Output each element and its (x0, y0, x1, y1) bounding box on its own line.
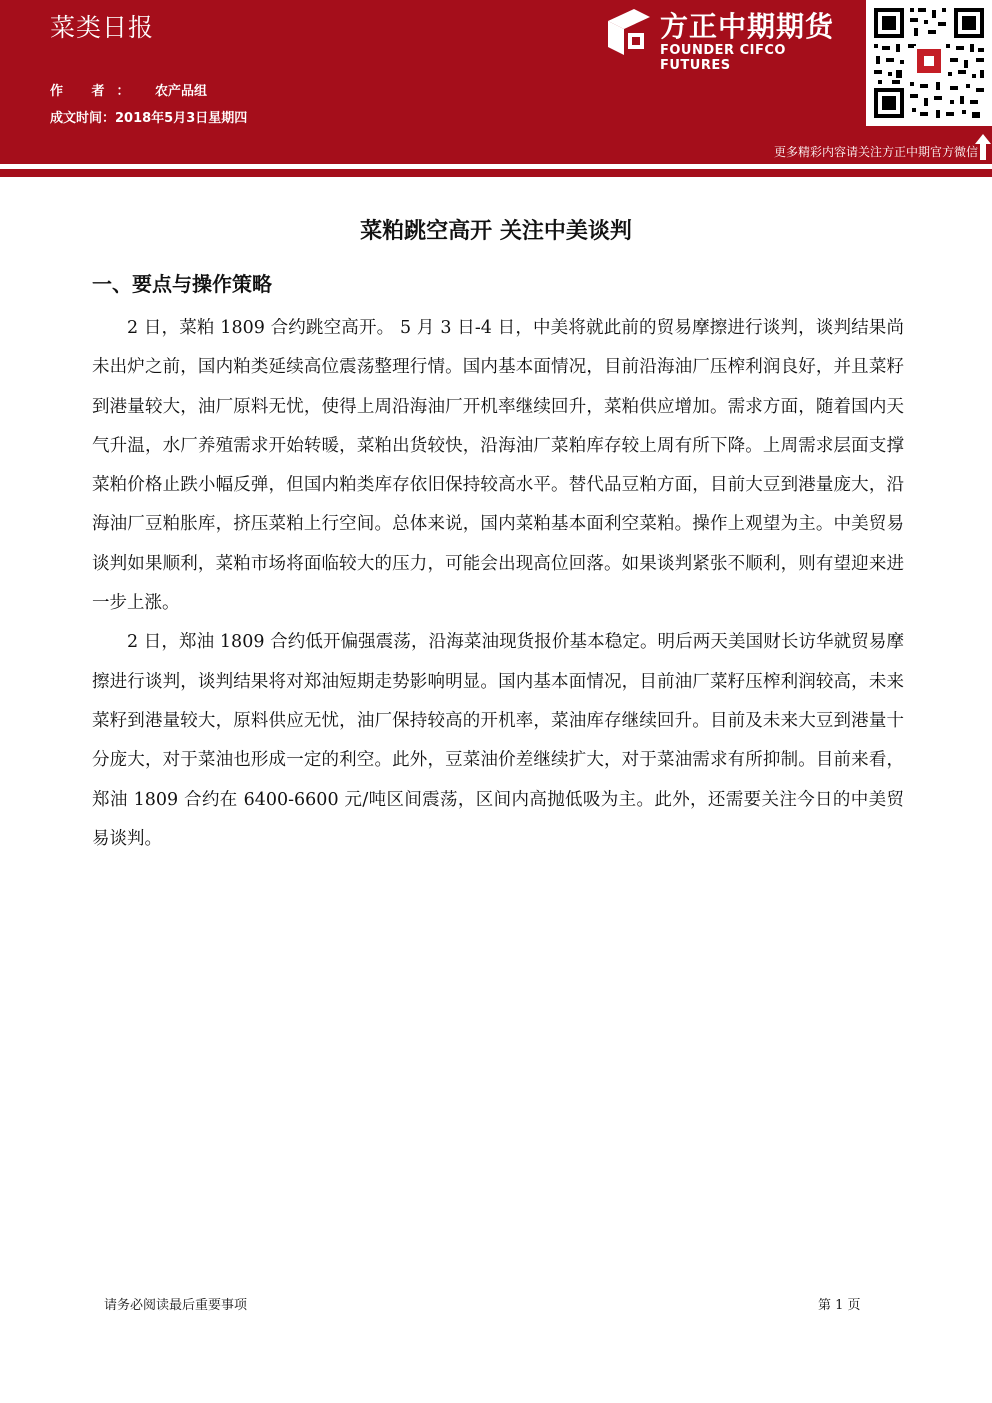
founder-logo-mark-icon (604, 7, 654, 57)
page-number: 第 1 页 (818, 1298, 861, 1313)
header-divider-secondary (0, 169, 992, 177)
header-divider (0, 160, 992, 164)
date-line: 成文时间：2018年5月3日星期四 (50, 111, 248, 126)
up-arrow-icon (975, 134, 991, 160)
footer-notice: 请务必阅读最后重要事项 (104, 1298, 248, 1313)
author-line (50, 80, 207, 99)
logo-name-en: FOUNDER CIFCO FUTURES (660, 43, 786, 73)
report-header-band (0, 0, 992, 160)
qr-code-graphic (866, 0, 992, 126)
paragraph-rapeseed-meal: 2 日，菜粕 1809 合约跳空高开。 5 月 3 日-4 日，中美将就此前的贸易摩擦进行谈判，谈判结果尚未出炉之前，国内粕类延续高位震荡整理行情。国内基本面情况，目前沿海油厂压榨利润良好，并且菜籽到港量较大，油厂原料无忧，使得上周沿海油厂开机率继续回升，菜粕供应增加。需求方面，随着国内天气升温，水厂养殖需求开始转暖，菜粕出货较快，沿海油厂菜粕库存较上周有所下降。上周需求层面支撑菜粕价格止跌小幅反弹，但国内粕类库存依旧保持较高水平。替代品豆粕方面，目前大豆到港量庞大，沿海油厂豆粕胀库，挤压菜粕上行空间。总体来说，国内菜粕基本面利空菜粕。操作上观望为主。中美贸易谈判如果顺利，菜粕市场将面临较大的压力，可能会出现高位回落。如果谈判紧张不顺利，则有望迎来进一步上涨。 (92, 318, 904, 614)
author-value: 农产品组 (155, 84, 208, 99)
author-label: 作 者： (50, 84, 142, 99)
qr-code-icon (866, 0, 992, 126)
company-logo (604, 5, 859, 73)
page-title: 菜粕跳空高开 关注中美谈判 (360, 219, 632, 244)
body-text (92, 309, 904, 859)
wechat-follow-note: 更多精彩内容请关注方正中期官方微信 (773, 145, 978, 159)
paragraph-rapeseed-oil: 2 日，郑油 1809 合约低开偏强震荡，沿海菜油现货报价基本稳定。明后两天美国财长访华就贸易摩擦进行谈判，谈判结果将对郑油短期走势影响明显。国内基本面情况，目前油厂菜籽压榨利润较高，未来菜籽到港量较大，原料供应无忧，油厂保持较高的开机率，菜油库存继续回升。目前及未来大豆到港量十分庞大，对于菜油也形成一定的利空。此外，豆菜油价差继续扩大，对于菜油需求有所抑制。目前来看，郑油 1809 合约在 6400-6600 元/吨区间震荡，区间内高抛低吸为主。此外，还需要关注今日的中美贸易谈判。 (92, 632, 904, 849)
section-heading: 一、要点与操作策略 (92, 272, 272, 296)
logo-name-cn: 方正中期期货 (660, 10, 835, 43)
report-type-title: 菜类日报 (50, 13, 155, 42)
